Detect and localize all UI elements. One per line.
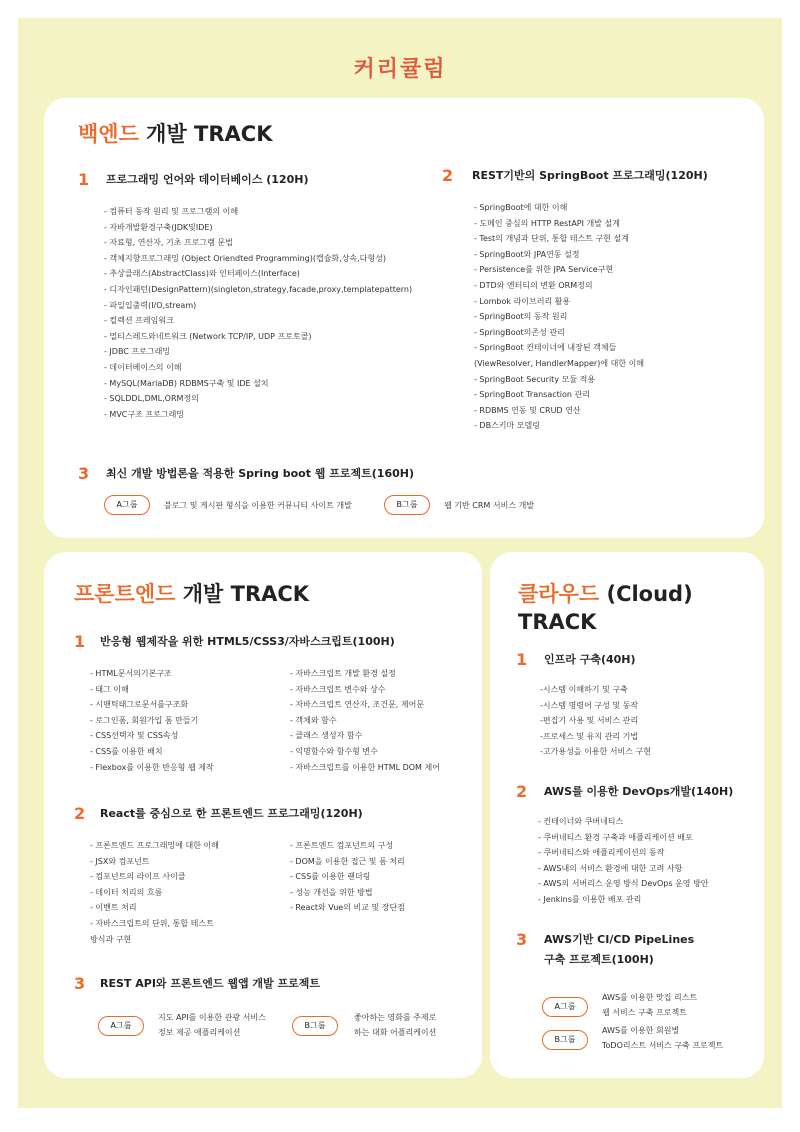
cloud-section-1-title: 인프라 구축(40H) (544, 653, 636, 666)
list-item: - SpringBoot Transaction 관리 (474, 390, 590, 400)
cloud-title-highlight: 클라우드 (518, 582, 600, 606)
list-item: - DTD와 엔터티의 변환 ORM정의 (474, 280, 593, 290)
list-item: - 자바스크립트 변수와 상수 (290, 684, 386, 694)
cloud-track-card (490, 552, 764, 1078)
list-item: - Jenkins를 이용한 배포 관리 (538, 894, 642, 904)
cloud-group-b-badge: B그룹 (542, 1030, 588, 1050)
frontend-group-b-desc-line2: 하는 대화 어플리케이션 (354, 1028, 437, 1037)
backend-group-a-badge: A그룹 (104, 495, 150, 515)
cloud-section-3-title-line1: AWS기반 CI/CD PipeLines (544, 933, 695, 946)
frontend-section-2-list-right (290, 838, 405, 916)
frontend-section-1-list-left (90, 666, 214, 775)
list-item: - 추상클래스(AbstractClass)와 인터페이스(Interface) (104, 269, 300, 279)
list-item: - SQLDDL,DML,ORM정의 (104, 394, 199, 404)
backend-section-1-title: 프로그래밍 언어와 데이터베이스 (120H) (106, 173, 309, 186)
list-item: - 자바개발환경구축(JDK및IDE) (104, 222, 213, 232)
frontend-track-title (74, 580, 309, 608)
cloud-section-1-list (540, 682, 651, 760)
cloud-group-b-desc-line2: ToDO리스트 서비스 구축 프로젝트 (602, 1041, 724, 1050)
backend-group-a-desc: 블로그 및 게시판 형식을 이용한 커뮤니티 사이트 개발 (164, 501, 352, 510)
frontend-group-b-badge: B그룹 (292, 1016, 338, 1036)
list-item: -고가용성을 이용한 서비스 구현 (540, 747, 651, 757)
list-item: - SpringBoot Security 모듈 적용 (474, 374, 596, 384)
cloud-section-2-title: AWS를 이용한 DevOps개발(140H) (544, 785, 734, 798)
list-item: - 익명함수와 함수형 변수 (290, 746, 378, 756)
backend-section-2-number: 2 (442, 166, 454, 185)
cloud-group-a-badge: A그룹 (542, 997, 588, 1017)
cloud-group-b-desc (602, 1023, 723, 1053)
list-item: - SpringBoot와 JPA연동 설정 (474, 249, 580, 259)
frontend-title-rest: 개발 TRACK (175, 582, 310, 606)
list-item: - 객체지향프로그래밍 (Object Oriendted Programming)(캡슐화,상속,다형성) (104, 253, 386, 263)
list-item: - CSS선택자 및 CSS속성 (90, 731, 179, 741)
backend-group-b-badge: B그룹 (384, 495, 430, 515)
list-item: - 태그 이해 (90, 684, 129, 694)
list-item: - DOM을 이용한 접근 및 폼 처리 (290, 856, 405, 866)
backend-track-card (44, 98, 764, 538)
cloud-group-a-desc-line1: AWS를 이용한 맛집 리스트 (602, 993, 698, 1002)
backend-title-highlight: 백엔드 (78, 122, 139, 146)
cloud-section-2-number: 2 (516, 782, 528, 801)
list-item: - 자바스크립트를 이용한 HTML DOM 제어 (290, 762, 440, 772)
backend-section-2-title: REST기반의 SpringBoot 프로그래밍(120H) (472, 169, 708, 182)
list-item: - MVC구조 프로그래밍 (104, 409, 185, 419)
list-item: - SpringBoot의 동작 원리 (474, 312, 568, 322)
list-item: 방식과 구현 (90, 934, 132, 944)
list-item: - 성능 개선을 위한 방법 (290, 887, 373, 897)
cloud-group-b-desc-line1: AWS를 이용한 회원별 (602, 1026, 680, 1035)
list-item: - 도메인 중심의 HTTP RestAPI 개발 설계 (474, 218, 620, 228)
list-item: - 프론트엔드 프로그래밍에 대한 이해 (90, 841, 219, 850)
frontend-track-card (44, 552, 482, 1078)
list-item: (ViewResolver, HandlerMapper)에 대한 이해 (474, 358, 645, 368)
page-title: 커리큘럼 (353, 57, 447, 82)
frontend-section-2-list-left (90, 838, 219, 947)
list-item: - 쿠버네티스 환경 구축과 애플리케이션 배포 (538, 832, 693, 842)
cloud-title-rest: (Cloud) (599, 582, 693, 606)
list-item: - Persistence를 위한 JPA Service구현 (474, 265, 614, 275)
list-item: - JSX와 컴포넌트 (90, 856, 150, 866)
backend-group-b-desc: 웹 기반 CRM 서비스 개발 (444, 501, 535, 510)
list-item: -편집기 사용 및 서비스 관리 (540, 716, 639, 726)
list-item: -프로세스 및 유지 관리 기법 (540, 731, 639, 741)
list-item: - AWS의 서버리스 운영 방식 DevOps 운영 방안 (538, 879, 709, 889)
list-item: - DB스키마 모델링 (474, 421, 540, 431)
backend-title-rest: 개발 TRACK (138, 122, 273, 146)
list-item: - React와 Vue의 비교 및 장단점 (290, 903, 405, 913)
frontend-section-3-number: 3 (74, 974, 86, 993)
frontend-title-highlight: 프론트엔드 (74, 582, 176, 606)
list-item: - CSS를 이용한 배치 (90, 746, 163, 756)
list-item: - 시맨틱태그로문서를구조화 (90, 700, 189, 710)
list-item: - SpringBoot 컨테이너에 내장된 객체들 (474, 343, 617, 353)
list-item: - 자바스크립트 연산자, 조건문, 제어문 (290, 700, 425, 710)
list-item: - 이벤트 처리 (90, 903, 137, 913)
list-item: - 컨테이너와 쿠버네티스 (538, 817, 624, 826)
list-item: - 파일입출력(I/O,stream) (104, 300, 197, 310)
list-item: - 컬렉션 프레임워크 (104, 316, 174, 326)
cloud-section-3-number: 3 (516, 930, 528, 949)
list-item: - 클래스 생성자 함수 (290, 731, 363, 741)
cloud-group-a-desc (602, 990, 697, 1020)
frontend-section-2-number: 2 (74, 804, 86, 823)
list-item: - 멀티스레드와네트워크 (Network TCP/IP, UDP 프로토콜) (104, 331, 312, 341)
backend-track-title (78, 120, 273, 148)
list-item: - 쿠버네티스와 애플리케이션의 동작 (538, 848, 665, 858)
list-item: - 디자인패턴(DesignPattern)(singleton,strategy,facade,proxy,templatepattern) (104, 284, 413, 294)
list-item: - HTML문서의기본구조 (90, 669, 172, 678)
frontend-group-a-desc-line2: 정보 제공 애플리케이션 (158, 1028, 241, 1037)
list-item: - 자료형, 연산자, 기초 프로그램 문법 (104, 238, 233, 248)
list-item: - AWS내의 서비스 환경에 대한 고려 사항 (538, 863, 683, 873)
list-item: - Test의 개념과 단위, 통합 테스트 구현 설계 (474, 234, 629, 244)
backend-section-3-number: 3 (78, 464, 90, 483)
cloud-section-3-title-line2: 구축 프로젝트(100H) (544, 953, 654, 966)
cloud-track-title (518, 580, 693, 636)
cloud-title-line2: TRACK (518, 610, 597, 634)
list-item: - 로그인폼, 회원가입 폼 만들기 (90, 715, 199, 725)
list-item: - 프론트엔드 컴포넌트의 구성 (290, 841, 394, 850)
list-item: - Lombok 라이브러리 활용 (474, 296, 571, 306)
frontend-section-1-list-right (290, 666, 440, 775)
frontend-group-b-desc (354, 1010, 436, 1040)
list-item: -시스템 이해하기 및 구축 (540, 685, 628, 694)
list-item: - 데이터베이스의 이해 (104, 362, 182, 372)
list-item: - CSS를 이용한 랜더링 (290, 872, 371, 882)
list-item: - 데이터 처리의 흐름 (90, 887, 163, 897)
frontend-group-a-desc (158, 1010, 266, 1040)
list-item: - 자바스크립트 개발 환경 설정 (290, 669, 396, 678)
frontend-section-1-title: 반응형 웹제작을 위한 HTML5/CSS3/자바스크립트(100H) (100, 635, 395, 648)
frontend-group-a-desc-line1: 지도 API를 이용한 관광 서비스 (158, 1013, 266, 1022)
backend-section-1-list (104, 204, 412, 422)
list-item: - 자바스크립트의 단위, 통합 테스트 (90, 918, 214, 928)
list-item: - SpringBoot에 대한 이해 (474, 203, 568, 212)
frontend-section-1-number: 1 (74, 632, 86, 651)
cloud-group-a-desc-line2: 웹 서비스 구축 프로젝트 (602, 1008, 687, 1017)
cloud-section-1-number: 1 (516, 650, 528, 669)
list-item: - JDBC 프로그래밍 (104, 347, 171, 357)
frontend-group-b-desc-line1: 좋아하는 영화를 주제로 (354, 1013, 437, 1022)
list-item: - RDBMS 연동 및 CRUD 연산 (474, 405, 581, 415)
frontend-group-a-badge: A그룹 (98, 1016, 144, 1036)
list-item: -시스템 명령어 구성 및 동작 (540, 700, 639, 710)
frontend-section-2-title: React를 중심으로 한 프론트엔드 프로그래밍(120H) (100, 807, 363, 820)
cloud-section-2-list (538, 814, 709, 908)
list-item: - Flexbox를 이용한 반응형 웹 제작 (90, 762, 214, 772)
list-item: - 객체와 함수 (290, 715, 337, 725)
list-item: - 컴포넌트의 라이프 사이클 (90, 872, 186, 882)
frontend-section-3-title: REST API와 프론트엔드 웹앱 개발 프로젝트 (100, 977, 320, 990)
list-item: - 컴퓨터 동작 원리 및 프로그램의 이해 (104, 207, 239, 216)
backend-section-1-number: 1 (78, 170, 90, 189)
list-item: - MySQL(MariaDB) RDBMS구축 및 IDE 설치 (104, 378, 269, 388)
list-item: - SpringBoot의존성 관리 (474, 327, 565, 337)
backend-section-3-title: 최신 개발 방법론을 적용한 Spring boot 웹 프로젝트(160H) (106, 467, 414, 480)
backend-section-2-list (474, 200, 644, 434)
